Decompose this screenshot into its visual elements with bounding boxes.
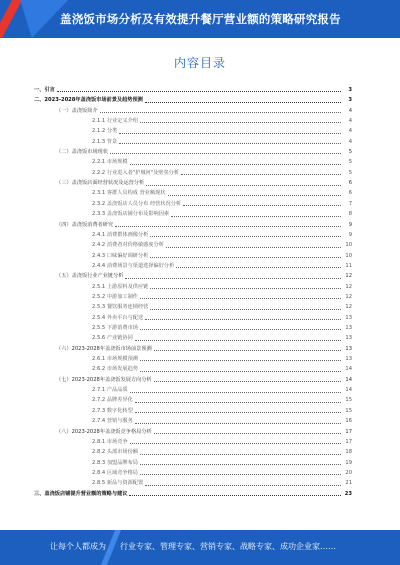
toc-dot-leader [140,298,341,299]
toc-entry-title: 2.3.2 盖浇饭店人员分布 经营状况分析 [92,200,182,207]
toc-entry-title: 2.3.3 盖浇饭店铺分布及影响因素 [92,211,170,218]
toc-entry-title: 2.5.3 餐饮服务连锁经营 [92,304,149,311]
toc-entry-page: 10 [345,252,352,259]
toc-dot-leader [57,91,341,92]
toc-entry-page: 4 [348,107,352,114]
toc-dot-leader [129,495,341,496]
toc-dot-leader [183,205,341,206]
toc-entry-page: 19 [345,459,352,466]
footer-roles: 行业专家、管理专家、营销专家、战略专家、成功企业家…… [120,542,336,551]
toc-dot-leader [135,402,341,403]
toc-entry[interactable] [92,293,352,301]
report-footer [0,530,400,565]
toc-entry-title: 2.5.6 产业链协同 [92,335,133,342]
toc-entry[interactable] [92,210,352,218]
toc-entry-title: 2.1.2 分类 [92,128,118,135]
toc-entry[interactable] [92,324,352,332]
toc-entry-title: 2.8.5 新品与资源配置 [92,480,144,487]
toc-entry-title: （四）盖浇饭消费者研究 [56,221,114,228]
report-title: 盖浇饭市场分析及有效提升餐厅营业额的策略研究报告 [60,12,341,26]
toc-entry[interactable] [92,417,352,425]
toc-dot-leader [166,247,341,248]
toc-entry[interactable] [92,469,352,477]
toc-dot-leader [119,143,341,144]
toc-entry-title: 2.1.1 行业定义介绍 [92,118,138,125]
toc-entry[interactable] [56,376,352,384]
toc-dot-leader [140,122,341,123]
toc-entry[interactable] [56,345,352,353]
toc-dot-leader [140,474,341,475]
toc-entry-title: 2.4.1 消费群体画像分析 [92,231,149,238]
toc-entry-title: 2.5.1 上游原料及供应链 [92,283,149,290]
toc-entry-page: 5 [348,169,352,176]
toc-entry-title: 2.7.1 产品品质 [92,387,128,394]
toc-entry-page: 12 [345,304,352,311]
toc-entry-title: 2.2.2 行业进入者"护城河"及壁垒分析 [92,169,180,176]
toc-entry-title: 2.5.2 中游加工制作 [92,293,138,300]
toc-entry-page: 17 [345,428,352,435]
toc-entry-page: 13 [345,325,352,332]
toc-dot-leader [119,133,341,134]
toc-entry-title: 2.5.4 外卖平台与配送 [92,314,144,321]
toc-entry[interactable] [92,314,352,322]
toc-dot-leader [140,360,341,361]
toc-dot-leader [150,288,341,289]
toc-entry-title: （五）盖浇饭行业产业链分析 [56,273,124,280]
toc-heading: 内容目录 [173,56,226,70]
toc-entry-page: 4 [348,118,352,125]
toc-entry-title: 2.7.2 品牌差异化 [92,397,133,404]
toc-entry-title: 2.8.2 头部市场份额 [92,449,138,456]
toc-dot-leader [140,454,341,455]
toc-entry-page: 13 [345,314,352,321]
toc-entry-page: 5 [348,149,352,156]
toc-entry-title: 2.7.3 数字化转型 [92,407,133,414]
toc-dot-leader [100,112,341,113]
toc-entry-title: 2.8.3 加盟品牌布局 [92,459,138,466]
toc-entry-page: 6 [348,190,352,197]
toc-entry-page: 17 [345,438,352,445]
toc-dot-leader [135,412,341,413]
toc-entry-title: 2.5.5 下游消费市场 [92,325,138,332]
toc-entry-title: （六）2023-2028年盖浇饭市场前景预测 [56,345,152,352]
footer-slogan: 让每个人都成为 [50,542,106,551]
toc-dot-leader [176,267,341,268]
toc-entry-title: 三、盖浇饭店铺提升营业额的策略与建议 [34,490,128,497]
toc-entry-page: 12 [345,273,352,280]
toc-dot-leader [140,371,341,372]
toc-entry-page: 15 [345,397,352,404]
toc-dot-leader [145,485,341,486]
toc-dot-leader [154,350,341,351]
toc-entry-page: 14 [345,387,352,394]
toc-entry-title: 二、2023-2028年盖浇饭市场前景及趋势预测 [34,97,143,104]
toc-entry[interactable] [56,179,352,187]
toc-entry-title: 2.6.1 市场规模预测 [92,356,138,363]
toc-dot-leader [146,185,341,186]
toc-entry[interactable] [92,231,352,239]
toc-entry-page: 13 [345,345,352,352]
toc-entry-page: 12 [345,293,352,300]
toc-dot-leader [130,164,341,165]
toc-entry-page: 8 [348,211,352,218]
toc-entry-title: （一）盖浇饭简介 [56,107,98,114]
toc-entry[interactable] [92,479,352,487]
toc-entry[interactable] [92,334,352,342]
toc-dot-leader [171,216,341,217]
toc-entry-page: 13 [345,335,352,342]
toc-entry-page: 6 [348,180,352,187]
toc-entry[interactable] [56,221,352,229]
toc-dot-leader [150,309,341,310]
toc-entry-title: 2.7.4 营销与服务 [92,418,133,425]
toc-dot-leader [181,174,341,175]
toc-entry-title: 一、引言 [34,86,55,93]
toc-entry[interactable] [92,200,352,208]
toc-entry-title: （八）2023-2028年盖浇饭竞争格局分析 [56,428,152,435]
toc-entry-title: 2.8.1 市场竞争 [92,438,128,445]
toc-entry-title: 2.4.4 消费场景与渠道选择偏好分析 [92,262,175,269]
toc-entry-title: 2.2.1 市场规模 [92,159,128,166]
toc-dot-leader [150,236,341,237]
toc-dot-leader [130,392,341,393]
toc-entry-title: 2.1.3 背景 [92,138,118,145]
toc-entry[interactable] [34,96,352,104]
toc-entry[interactable] [56,107,352,115]
toc-entry-page: 4 [348,128,352,135]
toc-dot-leader [140,464,341,465]
toc-entry-page: 9 [348,231,352,238]
toc-entry[interactable] [92,158,352,166]
toc-entry-page: 10 [345,242,352,249]
toc-entry-page: 4 [348,138,352,145]
toc-entry[interactable] [92,365,352,373]
toc-dot-leader [145,102,341,103]
toc-entry-page: 20 [345,469,352,476]
toc-entry[interactable] [34,86,352,94]
toc-entry-page: 13 [345,356,352,363]
toc-entry[interactable] [92,407,352,415]
toc-dot-leader [168,195,341,196]
toc-entry[interactable] [92,397,352,405]
toc-entry-page: 18 [345,449,352,456]
toc-dot-leader [140,329,341,330]
toc-dot-leader [135,423,341,424]
toc-entry-page: 14 [345,376,352,383]
toc-entry[interactable] [56,272,352,280]
toc-entry[interactable] [92,138,352,146]
toc-entry[interactable] [92,262,352,270]
toc-entry-page: 12 [345,283,352,290]
toc-entry[interactable] [92,303,352,311]
toc-entry[interactable] [92,127,352,135]
toc-entry[interactable] [34,490,352,498]
toc-dot-leader [154,381,341,382]
toc-entry-page: 9 [348,221,352,228]
toc-entry[interactable] [92,190,352,198]
toc-entry[interactable] [92,448,352,456]
toc-entry[interactable] [92,252,352,260]
toc-entry-page: 14 [345,366,352,373]
toc-dot-leader [125,278,341,279]
report-header [0,0,400,38]
toc-entry[interactable] [56,428,352,436]
toc-dot-leader [130,443,341,444]
toc-dot-leader [145,319,341,320]
toc-entry-title: （七）2023-2028年盖浇饭发展方向分析 [56,376,152,383]
toc-entry-title: 2.4.2 消费者对价格敏感度分析 [92,242,164,249]
toc-dot-leader [110,153,341,154]
toc-dot-leader [154,433,341,434]
toc-entry-title: （二）盖浇饭市场现状 [56,149,108,156]
toc-entry-title: 2.8.4 区域竞争格局 [92,469,138,476]
toc-entry-page: 5 [348,159,352,166]
toc-entry[interactable] [92,169,352,177]
toc-entry-title: （三）盖浇饭店面经营状况及运营分析 [56,180,145,187]
toc-entry[interactable] [92,438,352,446]
toc-entry[interactable] [92,386,352,394]
toc-entry[interactable] [92,241,352,249]
toc-entry-title: 2.4.3 口味偏好调研分析 [92,252,149,259]
toc-entry-page: 3 [348,97,352,104]
toc-entry-title: 2.3.1 客群人员构成 营业额现状 [92,190,166,197]
toc-entry[interactable] [92,283,352,291]
toc-entry-page: 7 [348,200,352,207]
toc-entry-page: 3 [348,86,352,93]
toc-entry-page: 15 [345,407,352,414]
toc-entry-page: 11 [345,262,352,269]
toc-entry[interactable] [92,355,352,363]
toc-dot-leader [150,257,341,258]
toc-entry[interactable] [92,459,352,467]
toc-dot-leader [115,226,341,227]
toc-entry[interactable] [92,117,352,125]
toc-entry-page: 21 [345,480,352,487]
toc-dot-leader [135,340,341,341]
toc-entry-page: 16 [345,418,352,425]
toc-entry-title: 2.6.2 市场发展趋势 [92,366,138,373]
toc-entry[interactable] [56,148,352,156]
toc-entry-page: 23 [344,490,352,497]
